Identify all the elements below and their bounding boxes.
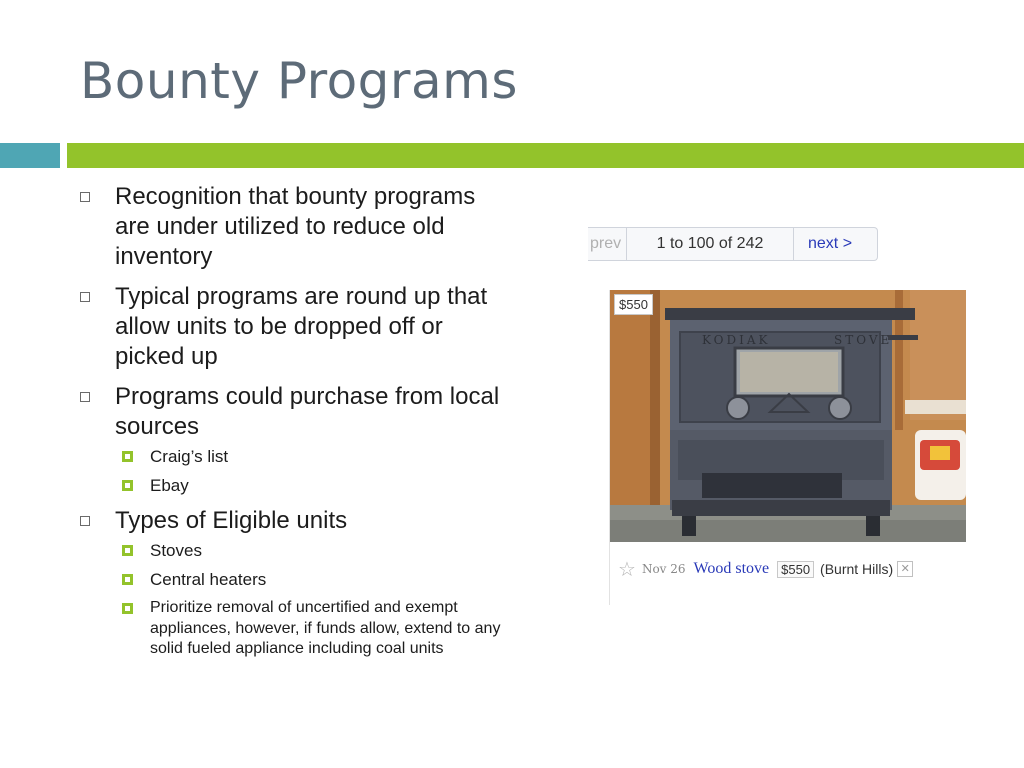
slide-title: Bounty Programs [80, 52, 518, 110]
bullet-item [80, 506, 510, 536]
stove-brand-text-left: KODIAK [702, 333, 771, 347]
bullet-text: Types of Eligible units [115, 507, 348, 534]
sub-bullet-text: Prioritize removal of uncertified and exempt appliances, however, if funds allow, extend to any solid fueled appliance including coal units [150, 599, 501, 657]
accent-bar-teal [0, 143, 60, 168]
sub-bullet-list [80, 540, 510, 660]
next-link[interactable]: next > [793, 228, 877, 260]
square-bullet-icon [80, 516, 90, 526]
sub-bullet-item [80, 446, 510, 467]
listing-date: Nov 26 [641, 562, 686, 576]
listing-location: (Burnt Hills) [820, 561, 894, 577]
accent-bar-green [67, 143, 1024, 168]
square-bullet-icon [80, 192, 90, 202]
listing-meta-row [618, 558, 913, 580]
bullet-item [80, 282, 510, 372]
bullet-text: Programs could purchase from local sources [115, 383, 500, 440]
green-square-bullet-icon [122, 480, 133, 491]
green-square-bullet-icon [122, 574, 133, 585]
listing-price: $550 [777, 561, 814, 578]
sub-bullet-item [80, 540, 510, 561]
pagination-bar [588, 227, 878, 261]
sub-bullet-list [80, 446, 510, 496]
bullet-text: Recognition that bounty programs are under utilized to reduce old inventory [115, 183, 476, 270]
green-square-bullet-icon [122, 545, 133, 556]
bullet-text: Typical programs are round up that allow units to be dropped off or picked up [115, 283, 488, 370]
result-range: 1 to 100 of 242 [626, 228, 793, 260]
sub-bullet-item [80, 569, 510, 590]
hide-listing-icon[interactable]: ✕ [897, 561, 913, 577]
favorite-star-icon[interactable]: ☆ [618, 558, 636, 581]
photo-price-tag: $550 [614, 294, 653, 315]
listing-title-link[interactable]: Wood stove [693, 560, 770, 577]
sub-bullet-text: Central heaters [150, 570, 267, 589]
green-square-bullet-icon [122, 603, 133, 614]
green-square-bullet-icon [122, 451, 133, 462]
listing-card[interactable] [609, 290, 966, 605]
sub-bullet-item [80, 475, 510, 496]
wood-stove-photo[interactable] [610, 290, 966, 555]
bullet-item [80, 382, 510, 442]
sub-bullet-item [80, 598, 510, 660]
sub-bullet-text: Ebay [150, 476, 189, 495]
square-bullet-icon [80, 392, 90, 402]
stove-brand-text-right: STOVE [834, 333, 893, 347]
bullet-item [80, 182, 510, 272]
bullet-list [80, 182, 510, 670]
square-bullet-icon [80, 292, 90, 302]
sub-bullet-text: Craig’s list [150, 447, 229, 466]
sub-bullet-text: Stoves [150, 541, 202, 560]
prev-link[interactable]: prev [590, 235, 622, 252]
